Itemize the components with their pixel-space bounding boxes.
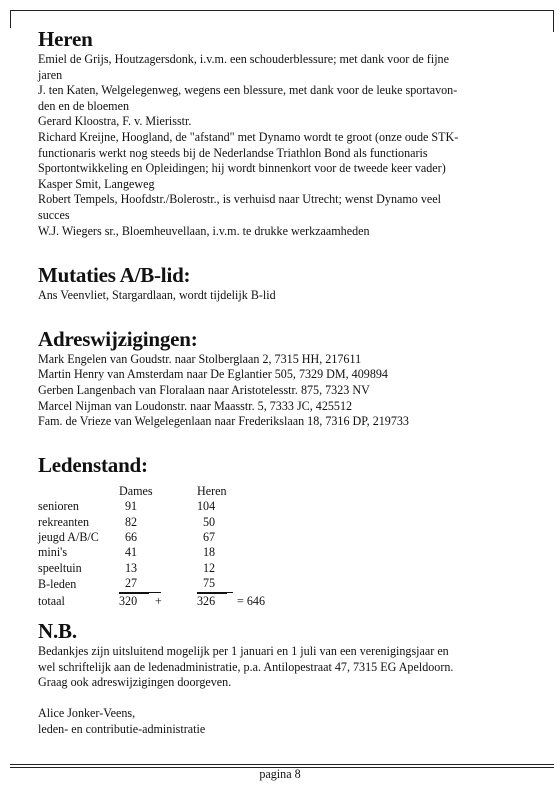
mutaties-section	[38, 264, 538, 304]
heren-line: Richard Kreijne, Hoogland, de "afstand" met Dynamo wordt te groot (onze oude STK-	[38, 129, 459, 144]
row-heren	[197, 576, 237, 592]
row-dames	[118, 515, 197, 530]
heren-line: Robert Tempels, Hoofdstr./Bolerostr., is verhuisd naar Utrecht; wenst Dynamo veel	[38, 192, 441, 207]
mutaties-heading: Mutaties A/B-lid:	[38, 263, 191, 288]
total-heren-cell	[197, 593, 237, 609]
row-label: senioren	[38, 499, 79, 514]
spacer	[38, 691, 538, 707]
row-empty	[237, 561, 297, 576]
ledenstand-header-empty	[38, 484, 118, 499]
total-result: = 646	[237, 593, 265, 608]
row-dames-value: 91	[125, 499, 138, 514]
total-dames-value: 320	[119, 593, 149, 609]
heren-line: J. ten Katen, Welgelegenweg, wegens een blessure, met dank voor de leuke sportavon-	[38, 83, 458, 98]
row-empty	[237, 515, 297, 530]
heren-line: succes	[38, 207, 70, 222]
total-row	[38, 593, 297, 609]
heren-line: jaren	[38, 67, 63, 82]
total-plus: +	[155, 593, 162, 608]
row-dames	[118, 530, 197, 545]
table-row	[38, 545, 297, 560]
adres-line: Fam. de Vrieze van Welgelegenlaan naar Frederikslaan 18, 7316 DP, 219733	[38, 414, 409, 429]
heren-line: functionaris werkt nog steeds bij de Nederlandse Triathlon Bond als functionaris	[38, 145, 428, 160]
heren-line: Gerard Kloostra, F. v. Mierisstr.	[38, 114, 192, 129]
table-row	[38, 515, 297, 530]
adres-section	[38, 328, 538, 430]
row-heren-value: 50	[203, 514, 216, 529]
ledenstand-col-heren: Heren	[197, 483, 227, 498]
page-frame-top-rule	[10, 10, 554, 11]
table-row	[38, 576, 297, 592]
row-label: jeugd A/B/C	[38, 529, 99, 544]
ledenstand-header-row	[38, 484, 297, 499]
signature-role: leden- en contributie-administratie	[38, 721, 206, 736]
footer-rule	[10, 764, 554, 765]
total-label: totaal	[38, 593, 65, 608]
row-dames	[118, 561, 197, 576]
ledenstand-col-dames: Dames	[119, 483, 153, 498]
nb-line: Bedankjes zijn uitsluitend mogelijk per 1 januari en 1 juli van een verenigingsjaar en	[38, 643, 449, 658]
heren-line: den en de bloemen	[38, 98, 130, 113]
ledenstand-heading: Ledenstand:	[38, 452, 148, 477]
row-heren-value: 18	[203, 545, 216, 560]
row-heren	[197, 515, 237, 530]
page-content	[38, 28, 538, 738]
adres-heading: Adreswijzigingen:	[38, 326, 198, 351]
row-dames-value: 13	[125, 560, 138, 575]
row-label: rekreanten	[38, 514, 90, 529]
row-label: speeltuin	[38, 560, 82, 575]
page-frame-left-rule	[10, 10, 11, 28]
signature-name: Alice Jonker-Veens,	[38, 706, 136, 721]
row-label: B-leden	[38, 577, 77, 592]
row-dames-value: 41	[125, 545, 138, 560]
heren-heading: Heren	[38, 27, 93, 51]
ledenstand-section	[38, 454, 538, 609]
nb-section	[38, 620, 538, 738]
row-heren	[197, 561, 237, 576]
adres-line: Mark Engelen van Goudstr. naar Stolberglaan 2, 7315 HH, 217611	[38, 351, 362, 366]
row-heren	[197, 530, 237, 545]
nb-line: wel schriftelijk aan de ledenadministratie, p.a. Antilopestraat 47, 7315 EG Apeldoorn.	[38, 659, 454, 674]
heren-line: Kasper Smit, Langeweg	[38, 176, 155, 191]
adres-line: Martin Henry van Amsterdam naar De Eglantier 505, 7329 DM, 409894	[38, 367, 388, 382]
table-row	[38, 561, 297, 576]
heren-line: W.J. Wiegers sr., Bloemheuvellaan, i.v.m. te drukke werkzaamheden	[38, 223, 370, 238]
row-heren	[197, 499, 237, 514]
row-empty	[237, 545, 297, 560]
row-dames-value: 82	[125, 514, 138, 529]
page-number: pagina 8	[259, 767, 301, 781]
row-dames	[118, 499, 197, 514]
row-empty	[237, 576, 297, 592]
heren-section	[38, 28, 538, 239]
row-dames	[118, 545, 197, 560]
adres-line: Gerben Langenbach van Floralaan naar Aristotelesstr. 875, 7323 NV	[38, 382, 370, 397]
row-dames-value: 66	[125, 529, 138, 544]
nb-heading: N.B.	[38, 618, 77, 643]
total-heren-value: 326	[197, 593, 227, 609]
row-heren-value: 75	[197, 576, 233, 592]
mutaties-line: Ans Veenvliet, Stargardlaan, wordt tijdelijk B-lid	[38, 288, 276, 303]
table-row	[38, 530, 297, 545]
table-row	[38, 499, 297, 514]
nb-line: Graag ook adreswijzigingen doorgeven.	[38, 675, 232, 690]
row-heren-value: 67	[203, 529, 216, 544]
row-empty	[237, 530, 297, 545]
adres-line: Marcel Nijman van Loudonstr. naar Maasstr. 5, 7333 JC, 425512	[38, 398, 353, 413]
row-heren-value: 12	[203, 560, 216, 575]
row-empty	[237, 499, 297, 514]
row-heren	[197, 545, 237, 560]
heren-line: Emiel de Grijs, Houtzagersdonk, i.v.m. een schouderblessure; met dank voor de fijne	[38, 52, 449, 66]
row-dames-value: 27	[119, 576, 161, 592]
ledenstand-header-empty	[237, 484, 297, 499]
total-dames-cell	[118, 593, 197, 609]
heren-line: Sportontwikkeling en Opleidingen; hij wordt binnenkort voor de tweede keer vader)	[38, 161, 446, 176]
row-label: mini's	[38, 545, 68, 560]
ledenstand-table	[38, 484, 297, 609]
row-heren-value: 104	[197, 499, 216, 514]
row-dames	[118, 576, 197, 592]
page-frame-right-rule	[553, 10, 554, 32]
